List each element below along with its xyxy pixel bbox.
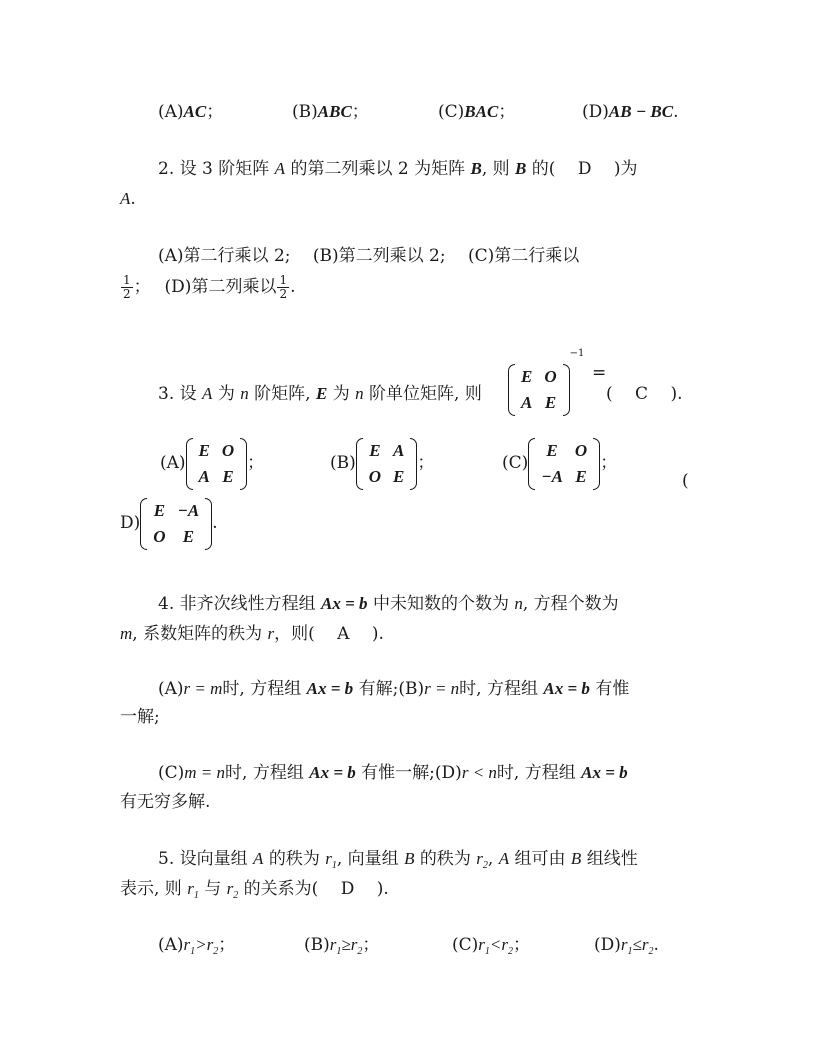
q5-option-b: $(B)r_1\ge r_2$； [304, 935, 380, 957]
q2-options-line1: (A)第二行乘以 2; (B)第二列乘以 2; (C)第二行乘以 [158, 246, 580, 266]
q5-option-d: $(D)r_1\le r_2$. [594, 935, 659, 957]
q3-answer: ( C ). [606, 384, 683, 404]
option-label: D) [120, 513, 141, 533]
q5-stem: 5. 设向量组 A 的秩为 $r_1$, 向量组 B 的秩为 $r_2$, A 组可由 B 组线性 [158, 849, 638, 871]
q3-option-b: (B) E A O E ； [330, 436, 434, 490]
q1-option-d: (D)AB − BC. [582, 102, 679, 122]
q2-options-line2: $\frac{1}{2}$ ； (D)第二列乘以 $\frac{1}{2}$ . [123, 273, 296, 301]
q3-option-d: D) E −A O E . [120, 496, 218, 550]
q5-option-c: $(C)r_1<r_2$； [452, 935, 531, 957]
q5-option-a: $(A)r_1>r_2$； [158, 935, 236, 957]
q4-options-ab: (A)r = m时, 方程组 Ax = b 有解;(B)r = n时, 方程组 Ax = b 有惟 [158, 679, 630, 699]
q3-option-a: (A) E O A E ； [160, 436, 264, 490]
q2-stem-cont: A. [120, 189, 136, 209]
option-label: (A) [160, 453, 186, 473]
option-label: (B) [330, 453, 356, 473]
q1-option-a: (A)AC； [158, 102, 224, 122]
q1-option-c: (C)BAC； [438, 102, 516, 122]
option-label: (B) [292, 102, 318, 122]
option-label: (C) [502, 453, 529, 473]
math-expr: BAC [464, 102, 499, 121]
q4-options-ab-cont: 一解; [120, 707, 160, 727]
q3-option-c: (C) E O −A E ； [502, 436, 617, 490]
option-label: (A) [158, 102, 184, 122]
q4-stem: 4. 非齐次线性方程组 Ax = b 中未知数的个数为 n, 方程个数为 [158, 594, 619, 614]
q4-options-cd: (C)m = n时, 方程组 Ax = b 有惟一解;(D)r < n时, 方程组 Ax = b [158, 763, 628, 783]
q3-option-d-open: ( [682, 471, 689, 491]
option-label: (C) [438, 102, 465, 122]
math-expr: ABC [317, 102, 352, 121]
q2-stem: 2. 设 3 阶矩阵 A 的第二列乘以 2 为矩阵 B, 则 B 的( D )为 [158, 159, 638, 179]
fraction-half: $\frac{1}{2}$ [279, 273, 288, 301]
math-expr: AC [183, 102, 207, 121]
math-expr: AB − BC [608, 102, 674, 121]
q1-option-b: (B)ABC； [292, 102, 369, 122]
q3-stem: 3. 设 A 为 n 阶矩阵, E 为 n 阶单位矩阵, 则 [158, 384, 482, 404]
fraction-half: $\frac{1}{2}$ [123, 273, 131, 301]
q3-inverse-matrix: E O A E $^{-1}$ [508, 343, 584, 416]
q5-stem-cont: 表示, 则 $r_1$ 与 $r_2$ 的关系为( D ). [120, 879, 389, 901]
q4-stem-cont: m, 系数矩阵的秩为 r，则( A ). [120, 624, 384, 644]
q4-options-cd-cont: 有无穷多解. [120, 792, 211, 812]
option-label: (D) [582, 102, 609, 122]
q3-equals: = [592, 363, 607, 383]
